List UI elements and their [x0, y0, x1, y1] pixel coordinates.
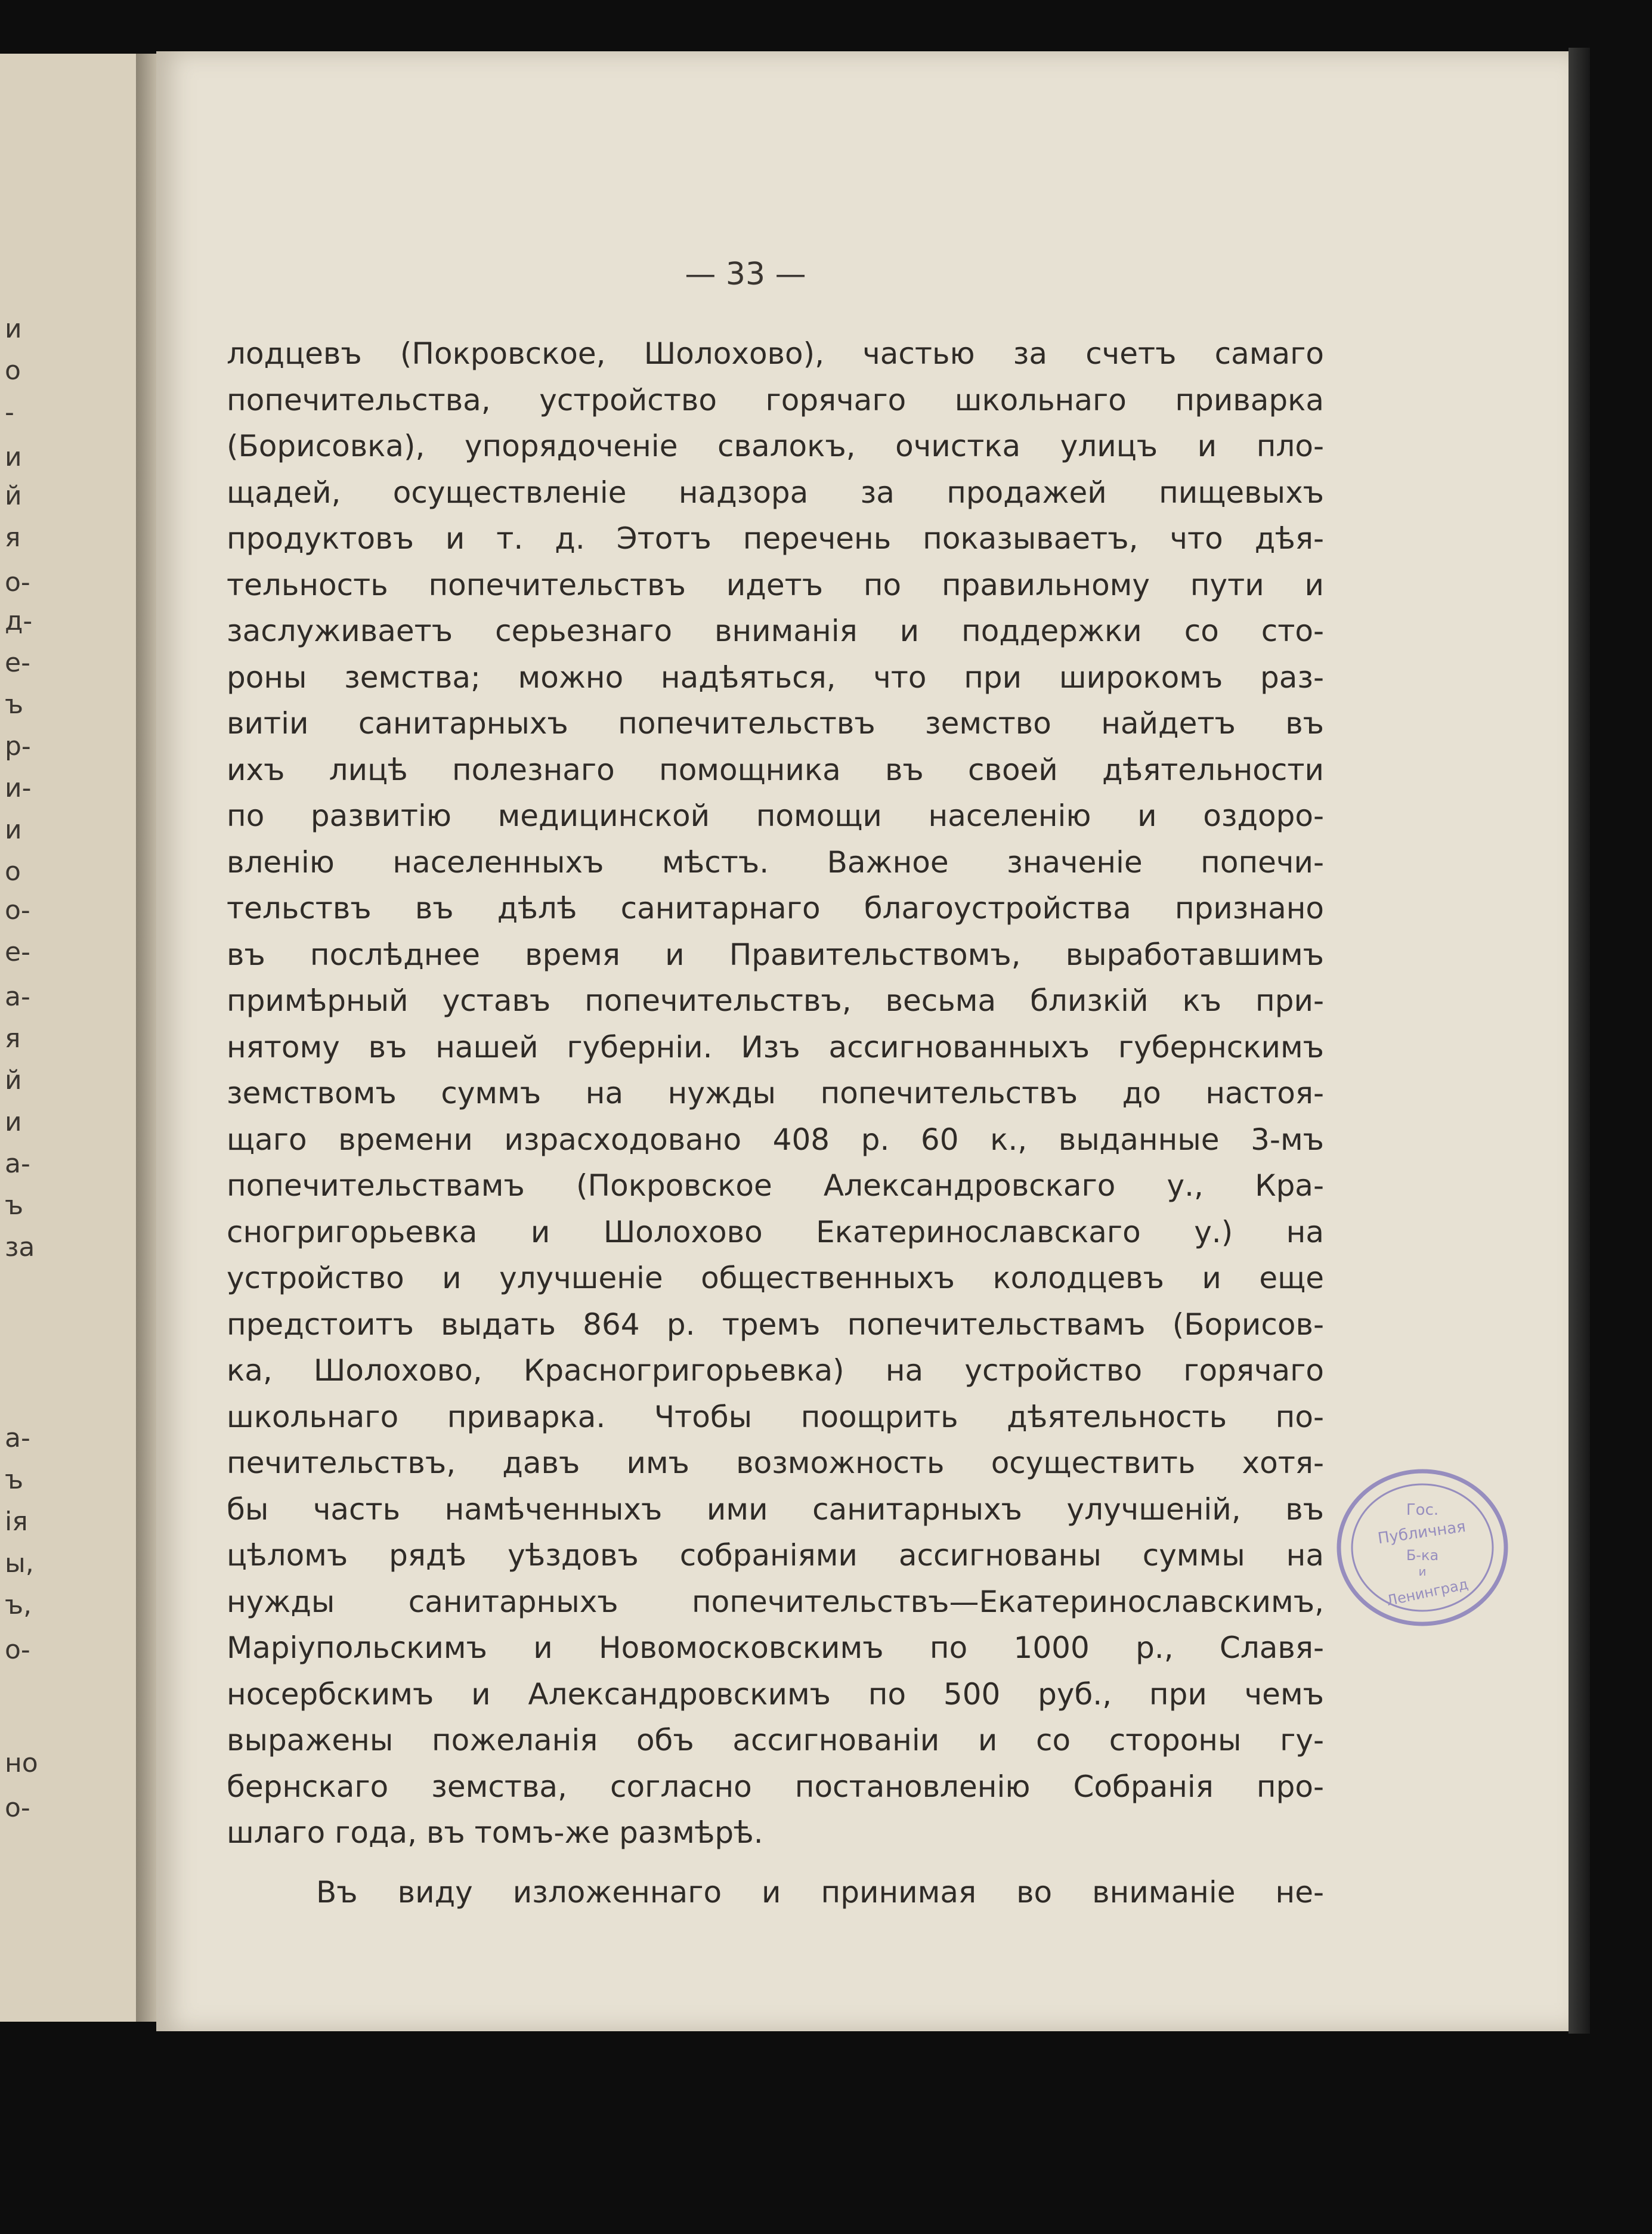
text-line: выражены пожеланія объ ассигнованіи и со стороны гу-: [227, 1723, 1324, 1758]
left-page-fragment: за: [5, 1232, 35, 1263]
stamp-text-4: и: [1418, 1564, 1427, 1579]
left-page-fragment: и: [5, 815, 22, 845]
library-stamp: [1330, 1461, 1515, 1634]
left-page-fragment: и: [5, 442, 22, 472]
left-page-fragment: о-: [5, 567, 30, 598]
text-line: ка, Шолохово, Красногригорьевка) на устройство горячаго: [227, 1353, 1324, 1388]
text-line: щаго времени израсходовано 408 р. 60 к., выданные 3-мъ: [227, 1122, 1324, 1157]
text-line: щадей, осуществленіе надзора за продажей пищевыхъ: [227, 475, 1324, 510]
text-line: тельствъ въ дѣлѣ санитарнаго благоустройства признано: [227, 891, 1324, 926]
text-line: нужды санитарныхъ попечительствъ—Екатеринославскимъ,: [227, 1584, 1324, 1619]
text-line: земствомъ суммъ на нужды попечительствъ до настоя-: [227, 1076, 1324, 1110]
stamp-text-3: Б-ка: [1406, 1547, 1439, 1564]
text-line: попечительства, устройство горячаго школьнаго приварка: [227, 382, 1324, 417]
text-line: примѣрный уставъ попечительствъ, весьма близкій къ при-: [227, 983, 1324, 1018]
page-number: — 33 —: [685, 256, 806, 292]
left-page-fragment: и-: [5, 773, 32, 803]
text-line: роны земства; можно надѣяться, что при широкомъ раз-: [227, 660, 1324, 695]
text-line: продуктовъ и т. д. Этотъ перечень показываетъ, что дѣя-: [227, 521, 1324, 556]
left-page-fragment: е-: [5, 648, 30, 678]
left-page-fragment: й: [5, 1065, 22, 1096]
left-page-fragment: и: [5, 1107, 22, 1137]
text-line: лодцевъ (Покровское, Шолохово), частью за счетъ самаго: [227, 336, 1324, 371]
text-line: вленію населенныхъ мѣстъ. Важное значеніе попечи-: [227, 844, 1324, 880]
text-line: нятому въ нашей губерніи. Изъ ассигнованныхъ губернскимъ: [227, 1029, 1324, 1065]
text-line: попечительствамъ (Покровское Александровскаго у., Кра-: [227, 1168, 1324, 1203]
body-text: [227, 331, 1324, 1916]
text-line: устройство и улучшеніе общественныхъ колодцевъ и еще: [227, 1261, 1324, 1295]
text-line: сногригорьевка и Шолохово Екатеринославскаго у.) на: [227, 1214, 1324, 1249]
text-line: Въ виду изложеннаго и принимая во вниманіе не-: [316, 1874, 1324, 1910]
text-line: предстоитъ выдать 864 р. тремъ попечительствамъ (Борисов-: [227, 1307, 1324, 1342]
left-page-fragment: д-: [5, 606, 33, 636]
left-page-fragment: -: [5, 397, 14, 428]
text-line: витіи санитарныхъ попечительствъ земство найдетъ въ: [227, 706, 1324, 741]
stamp-text-1: Гос.: [1406, 1501, 1439, 1519]
left-page-fragment: а-: [5, 1423, 30, 1453]
left-page-fragment: р-: [5, 731, 31, 762]
left-page-fragment: я: [5, 522, 21, 553]
left-page-fragment: о: [5, 355, 21, 386]
text-line: (Борисовка), упорядоченіе свалокъ, очистка улицъ и пло-: [227, 429, 1324, 463]
text-line: ихъ лицѣ полезнаго помощника въ своей дѣятельности: [227, 752, 1324, 787]
text-line: школьнаго приварка. Чтобы поощрить дѣятельность по-: [227, 1399, 1324, 1434]
text-line: тельность попечительствъ идетъ по правильному пути и: [227, 567, 1324, 602]
stamp-text-5: Ленинград: [1385, 1576, 1470, 1610]
text-line: по развитію медицинской помощи населенію и оздоро-: [227, 799, 1324, 833]
left-page-fragment: е-: [5, 937, 30, 967]
left-page-fragment: й: [5, 481, 22, 511]
previous-page-edge: [0, 54, 140, 2022]
left-page-fragment: но: [5, 1748, 38, 1778]
text-line: бернскаго земства, согласно постановленію Собранія про-: [227, 1769, 1324, 1804]
left-page-fragment: ы,: [5, 1548, 34, 1579]
paragraph-gap: [227, 1856, 1324, 1870]
text-line: носербскимъ и Александровскимъ по 500 руб., при чемъ: [227, 1676, 1324, 1712]
left-page-fragment: ъ: [5, 1190, 24, 1221]
text-line: печительствъ, давъ имъ возможность осуществить хотя-: [227, 1446, 1324, 1480]
left-page-fragment: ія: [5, 1506, 28, 1537]
left-page-fragment: о-: [5, 1793, 30, 1823]
text-line: Маріупольскимъ и Новомосковскимъ по 1000 р., Славя-: [227, 1630, 1324, 1665]
left-page-fragment: и: [5, 314, 22, 344]
left-page-fragment: ъ,: [5, 1590, 32, 1620]
left-page-fragment: о-: [5, 1635, 30, 1665]
text-line: заслуживаетъ серьезнаго вниманія и поддержки со сто-: [227, 614, 1324, 648]
text-line: въ послѣднее время и Правительствомъ, выработавшимъ: [227, 937, 1324, 972]
stamp-text-2: Публичная: [1376, 1517, 1467, 1548]
left-page-fragment: ъ: [5, 1465, 24, 1495]
text-line: бы часть намѣченныхъ ими санитарныхъ улучшеній, въ: [227, 1492, 1324, 1527]
page-stack-edge: [1569, 48, 1590, 2034]
text-line: шлаго года, въ томъ-же размѣрѣ.: [227, 1815, 763, 1850]
left-page-fragment: а-: [5, 1149, 30, 1179]
left-page-fragment: ъ: [5, 689, 24, 720]
text-line: цѣломъ рядѣ уѣздовъ собраніями ассигнованы суммы на: [227, 1538, 1324, 1573]
left-page-fragment: а-: [5, 982, 30, 1012]
left-page-fragment: я: [5, 1023, 21, 1054]
left-page-fragment: о: [5, 856, 21, 887]
left-page-fragment: о-: [5, 895, 30, 926]
